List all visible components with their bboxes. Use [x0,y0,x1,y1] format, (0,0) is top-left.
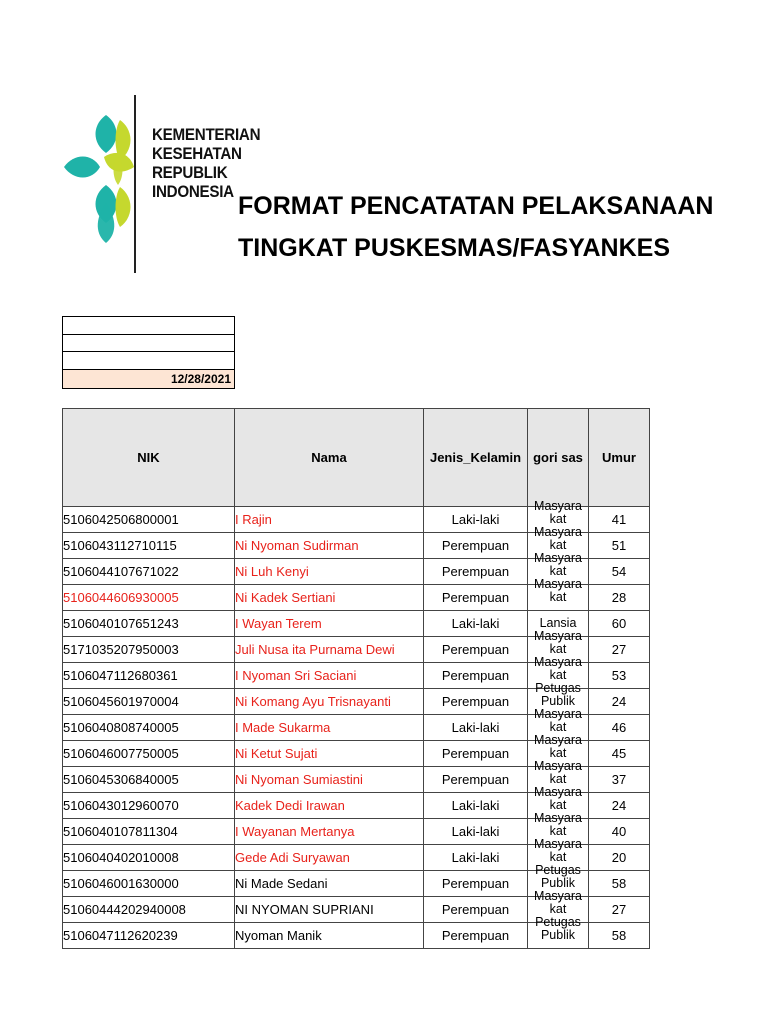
info-row-2[interactable] [63,335,235,353]
kategori-value: kat [549,824,567,838]
kategori-overflow-text: Masyara [534,733,582,747]
cell-nama[interactable]: I Nyoman Sri Saciani [235,663,424,689]
info-row-3[interactable] [63,352,235,370]
table-row [63,585,650,611]
cell-umur[interactable]: 27 [589,637,650,663]
cell-nama[interactable]: Ni Ketut Sujati [235,741,424,767]
kategori-value: kat [549,720,567,734]
header-jenis-kelamin[interactable]: Jenis_Kelamin [424,409,528,507]
kategori-text [528,890,588,916]
cell-umur[interactable]: 20 [589,845,650,871]
cell-nik[interactable]: 5106042506800001 [63,507,235,533]
cell-nama[interactable]: I Made Sukarma [235,715,424,741]
cell-nik[interactable]: 51060444202940008 [63,897,235,923]
kategori-value: kat [549,512,567,526]
kategori-overflow-text: Masyara [534,629,582,643]
kategori-value: kat [549,798,567,812]
kategori-overflow-text: Masyara [534,551,582,565]
cell-umur[interactable]: 37 [589,767,650,793]
cell-nama[interactable]: Gede Adi Suryawan [235,845,424,871]
kategori-value: kat [549,668,567,682]
table-header-row [63,409,650,507]
kategori-value: kat [549,590,567,604]
table-row [63,923,650,949]
kategori-value: kat [549,772,567,786]
title-line-1: FORMAT PENCATATAN PELAKSANAAN [238,192,714,220]
cell-nik[interactable]: 5106043112710115 [63,533,235,559]
cell-nama[interactable]: I Rajin [235,507,424,533]
kategori-text [528,630,588,656]
date-cell[interactable]: 12/28/2021 [63,370,235,389]
kategori-value: kat [549,642,567,656]
kategori-text [528,786,588,812]
kategori-value: kat [549,538,567,552]
kategori-value: kat [549,850,567,864]
title-line-2: TINGKAT PUSKESMAS/FASYANKES [238,234,671,262]
cell-umur[interactable]: 40 [589,819,650,845]
cell-umur[interactable]: 41 [589,507,650,533]
logo-line-1: KEMENTERIAN [152,126,261,144]
kategori-text [528,838,588,864]
logo-line-3: REPUBLIK [152,164,228,182]
cell-jenis-kelamin[interactable]: Perempuan [424,689,528,715]
cell-nik[interactable]: 5106040402010008 [63,845,235,871]
header-umur[interactable]: Umur [589,409,650,507]
cell-jenis-kelamin[interactable]: Perempuan [424,585,528,611]
cell-jenis-kelamin[interactable]: Perempuan [424,637,528,663]
cell-umur[interactable]: 45 [589,741,650,767]
cell-nama[interactable]: Juli Nusa ita Purnama Dewi [235,637,424,663]
kategori-text [528,500,588,526]
kategori-overflow-text: Masyara [534,759,582,773]
cell-nama[interactable]: Ni Nyoman Sudirman [235,533,424,559]
kategori-text [528,760,588,786]
cell-umur[interactable]: 24 [589,793,650,819]
cell-nik[interactable]: 5171035207950003 [63,637,235,663]
cell-kategori[interactable] [528,577,589,611]
page-title [236,190,714,270]
cell-umur[interactable]: 60 [589,611,650,637]
info-row-1[interactable] [63,317,235,335]
kategori-text [528,916,588,942]
cell-jenis-kelamin[interactable]: Perempuan [424,871,528,897]
kategori-overflow-text: Petugas [535,863,581,877]
kemenkes-logo-icon [60,95,140,275]
kategori-text [528,578,588,604]
cell-jenis-kelamin[interactable]: Perempuan [424,663,528,689]
cell-nik[interactable]: 5106046001630000 [63,871,235,897]
cell-umur[interactable]: 24 [589,689,650,715]
cell-nama[interactable]: Ni Komang Ayu Trisnayanti [235,689,424,715]
data-table-wrapper [62,408,650,949]
cell-nik[interactable]: 5106040107811304 [63,819,235,845]
cell-umur[interactable]: 27 [589,897,650,923]
kategori-value: kat [549,746,567,760]
cell-umur[interactable]: 58 [589,923,650,949]
info-box [62,316,235,389]
cell-nik[interactable]: 5106045306840005 [63,767,235,793]
cell-umur[interactable]: 53 [589,663,650,689]
header-nik[interactable]: NIK [63,409,235,507]
cell-nama[interactable]: Ni Made Sedani [235,871,424,897]
kategori-overflow-text: Masyara [534,889,582,903]
cell-nik[interactable]: 5106047112680361 [63,663,235,689]
logo-line-4: INDONESIA [152,183,234,201]
kategori-overflow-text: Masyara [534,707,582,721]
logo-divider [134,95,136,273]
data-table [62,408,650,949]
cell-nama[interactable]: I Wayan Terem [235,611,424,637]
cell-nik[interactable]: 5106040107651243 [63,611,235,637]
cell-nik[interactable]: 5106045601970004 [63,689,235,715]
kategori-text [528,734,588,760]
kategori-overflow-text: Masyara [534,837,582,851]
header-nama[interactable]: Nama [235,409,424,507]
kategori-value: Lansia [539,616,577,630]
kategori-overflow-text: Petugas [535,915,581,929]
kategori-value: kat [549,902,567,916]
kategori-text [528,552,588,578]
cell-kategori[interactable] [528,915,589,949]
cell-nama[interactable]: Ni Kadek Sertiani [235,585,424,611]
cell-nama[interactable]: I Wayanan Mertanya [235,819,424,845]
cell-nama[interactable]: Nyoman Manik [235,923,424,949]
cell-nama[interactable]: Ni Luh Kenyi [235,559,424,585]
kategori-text [528,682,588,708]
kategori-value: Publik [540,694,576,708]
cell-jenis-kelamin[interactable]: Perempuan [424,559,528,585]
cell-nama[interactable]: NI NYOMAN SUPRIANI [235,897,424,923]
kategori-text [528,812,588,838]
cell-umur[interactable]: 28 [589,585,650,611]
header-kategori[interactable]: gori sas [528,409,589,507]
kategori-value: Publik [540,928,576,942]
cell-jenis-kelamin[interactable]: Perempuan [424,741,528,767]
cell-jenis-kelamin[interactable]: Laki-laki [424,845,528,871]
cell-jenis-kelamin[interactable]: Perempuan [424,897,528,923]
logo-line-2: KESEHATAN [152,145,242,163]
kategori-overflow-text: Masyara [534,785,582,799]
kategori-text [528,656,588,682]
kategori-value: kat [549,564,567,578]
cell-jenis-kelamin[interactable]: Perempuan [424,533,528,559]
kategori-overflow-text: Masyara [534,655,582,669]
cell-jenis-kelamin[interactable]: Laki-laki [424,507,528,533]
kategori-overflow-text: Petugas [535,681,581,695]
kategori-overflow-text: Masyara [534,577,582,591]
kategori-overflow-text: Masyara [534,499,582,513]
cell-jenis-kelamin[interactable]: Perempuan [424,767,528,793]
cell-jenis-kelamin[interactable]: Laki-laki [424,793,528,819]
kategori-overflow-text: Masyara [534,525,582,539]
cell-jenis-kelamin[interactable]: Laki-laki [424,819,528,845]
cell-nik[interactable]: 5106044606930005 [63,585,235,611]
cell-jenis-kelamin[interactable]: Laki-laki [424,715,528,741]
cell-umur[interactable]: 46 [589,715,650,741]
cell-nik[interactable]: 5106046007750005 [63,741,235,767]
cell-nik[interactable]: 5106044107671022 [63,559,235,585]
kategori-text [528,708,588,734]
kategori-text [528,526,588,552]
kategori-overflow-text: Masyara [534,811,582,825]
cell-nik[interactable]: 5106047112620239 [63,923,235,949]
kategori-text [528,864,588,890]
cell-jenis-kelamin[interactable]: Perempuan [424,923,528,949]
cell-umur[interactable]: 54 [589,559,650,585]
cell-nik[interactable]: 5106040808740005 [63,715,235,741]
cell-nik[interactable]: 5106043012960070 [63,793,235,819]
kategori-value: Publik [540,876,576,890]
cell-umur[interactable]: 58 [589,871,650,897]
cell-umur[interactable]: 51 [589,533,650,559]
cell-nama[interactable]: Ni Nyoman Sumiastini [235,767,424,793]
cell-nama[interactable]: Kadek Dedi Irawan [235,793,424,819]
cell-jenis-kelamin[interactable]: Laki-laki [424,611,528,637]
